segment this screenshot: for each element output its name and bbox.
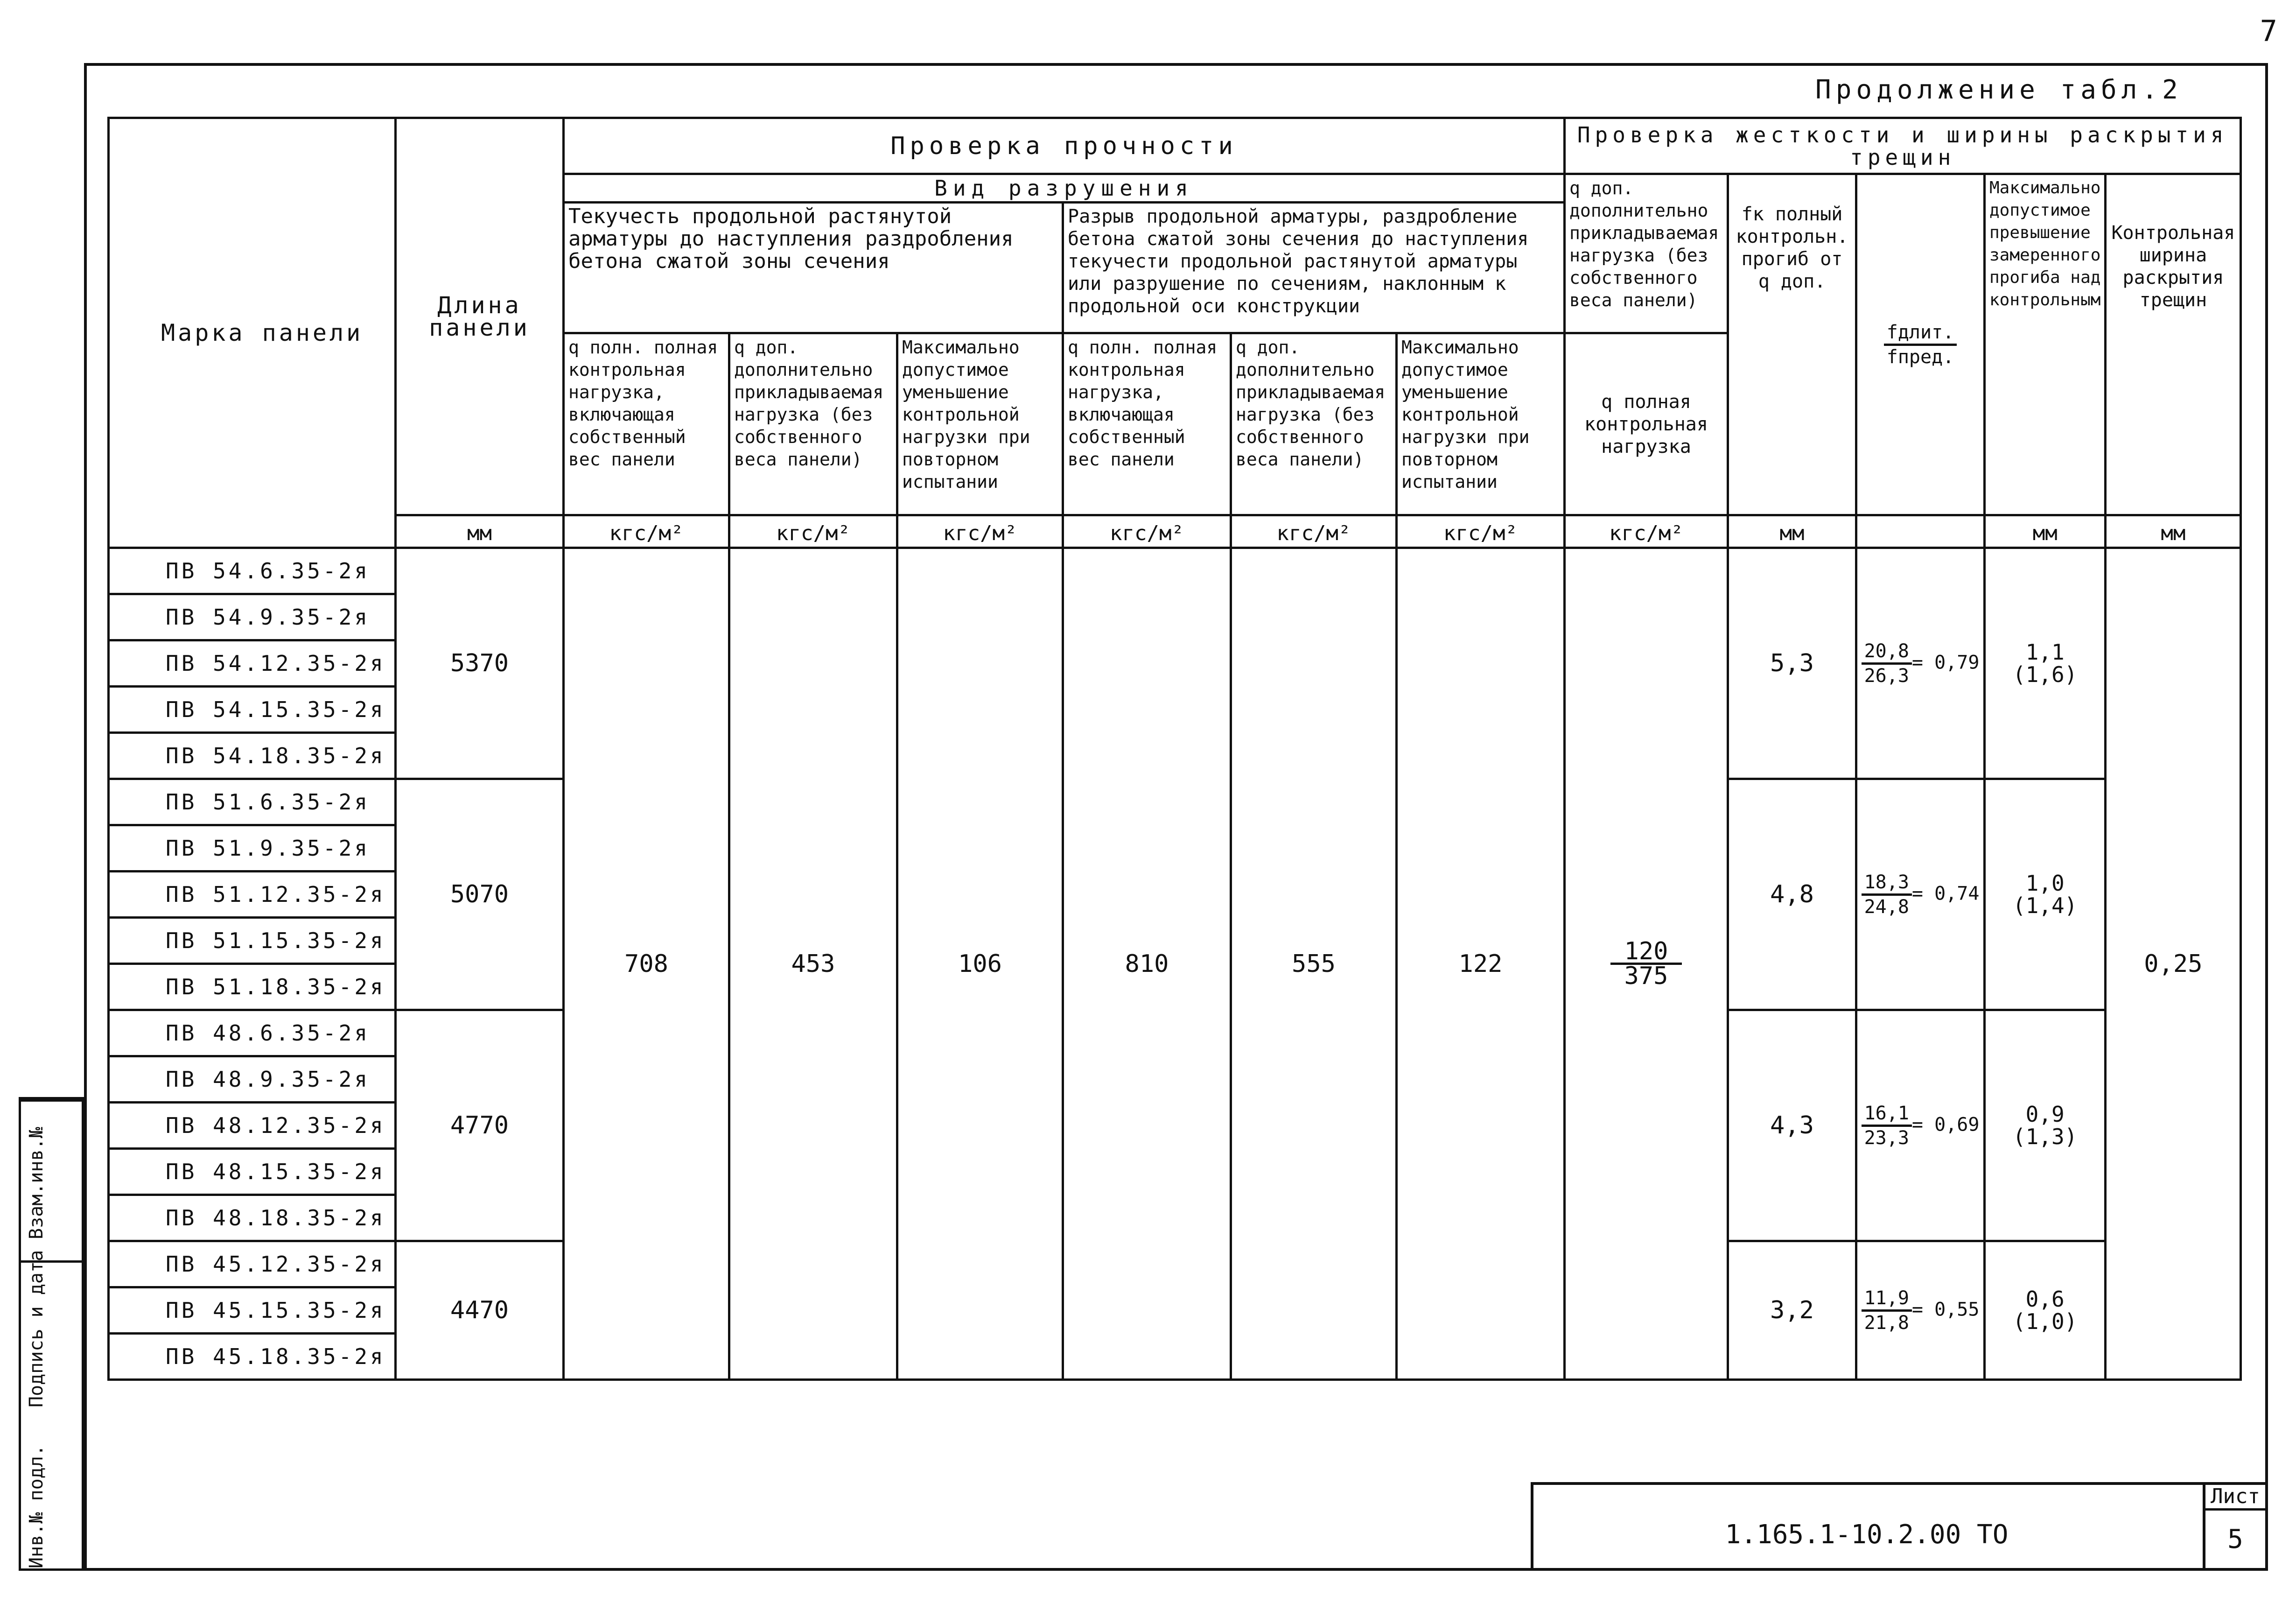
- fk-value: 5,3: [1728, 548, 1856, 779]
- table-row-mark: ПВ 45.18.35-2я: [109, 1334, 396, 1380]
- side-stamp-sign-date: Подпись и дата: [26, 1250, 47, 1407]
- sheet-label: Лист: [2203, 1484, 2268, 1511]
- panel-length: 5370: [396, 548, 564, 779]
- table-row-mark: ПВ 45.12.35-2я: [109, 1241, 396, 1287]
- table-row-mark: ПВ 51.6.35-2я: [109, 779, 396, 825]
- sheet-number: 5: [2227, 1524, 2243, 1554]
- table-continuation-label: Продолжение табл.2: [1815, 75, 2183, 105]
- table-row-mark: ПВ 54.6.35-2я: [109, 548, 396, 594]
- table-row-mark: ПВ 48.15.35-2я: [109, 1149, 396, 1195]
- header-q-add-b: q доп. дополнительно прикладываемая нагрузка (без собственного веса панели): [1231, 333, 1397, 515]
- header-q-add-stiff-top: q доп. дополнительно прикладываемая нагрузка (без собственного веса панели): [1565, 174, 1728, 333]
- header-q-full-a: q полн. полная контрольная нагрузка, включающая собственный вес панели: [564, 333, 729, 515]
- unit-kgf: кгс/м²: [897, 515, 1063, 548]
- table-row-mark: ПВ 45.15.35-2я: [109, 1287, 396, 1334]
- side-stamp-inv-repl: Взам.инв.№: [26, 1127, 47, 1239]
- table-row-mark: ПВ 51.15.35-2я: [109, 918, 396, 964]
- header-crack-width: Контрольная ширина раскрытия трещин: [2106, 174, 2241, 515]
- panel-length: 4770: [396, 1010, 564, 1241]
- unit-kgf: кгс/м²: [729, 515, 897, 548]
- document-code: 1.165.1-10.2.00 ТО: [1725, 1519, 2009, 1550]
- f-ratio-value: $\frac{16,1}{23,3}$ = 0,69: [1856, 1010, 1985, 1241]
- header-stiffness-check: Проверка жесткости и ширины раскрытия трещин: [1565, 118, 2241, 174]
- header-failure-a: Текучесть продольной растянутой арматуры до наступления раздробления бетона сжатой зоны сечения: [564, 203, 1063, 333]
- side-stamp-inv-orig: Инв.№ подл.: [26, 1445, 47, 1568]
- table-row-mark: ПВ 51.12.35-2я: [109, 872, 396, 918]
- f-ratio-value: $\frac{18,3}{24,8}$ = 0,74: [1856, 779, 1985, 1010]
- table-row-mark: ПВ 51.18.35-2я: [109, 964, 396, 1010]
- fk-value: 4,8: [1728, 779, 1856, 1010]
- f-ratio-denominator: fпред.: [1886, 346, 1954, 368]
- table-row-mark: ПВ 51.9.35-2я: [109, 825, 396, 872]
- header-q-full-b: q полн. полная контрольная нагрузка, включающая собственный вес панели: [1063, 333, 1231, 515]
- q-full-b-value: 810: [1063, 548, 1231, 1380]
- fk-value: 4,3: [1728, 1010, 1856, 1241]
- panel-length: 4470: [396, 1241, 564, 1380]
- unit-mm: мм: [396, 515, 564, 548]
- table-row-mark: ПВ 54.15.35-2я: [109, 687, 396, 733]
- table-row-mark: ПВ 54.18.35-2я: [109, 733, 396, 779]
- unit-kgf: кгс/м²: [1231, 515, 1397, 548]
- header-fk: fк полный контрольн. прогиб от q доп.: [1728, 174, 1856, 515]
- table-row-mark: ПВ 54.9.35-2я: [109, 594, 396, 640]
- header-q-add-stiff-bottom: q полная контрольная нагрузка: [1565, 333, 1728, 515]
- q-stiff-denominator: 375: [1624, 962, 1668, 990]
- fk-value: 3,2: [1728, 1241, 1856, 1380]
- excess-value: 0,9 (1,3): [1985, 1010, 2106, 1241]
- header-strength-check: Проверка прочности: [564, 118, 1565, 174]
- header-failure-type: Вид разрушения: [564, 174, 1565, 203]
- header-failure-b: Разрыв продольной арматуры, раздробление бетона сжатой зоны сечения до наступления текучести продольной растянутой арматуры или разрушение по сечениям, наклонным к продольной оси конструкции: [1063, 203, 1565, 333]
- unit-kgf: кгс/м²: [1063, 515, 1231, 548]
- crack-width-value: 0,25: [2106, 548, 2241, 1380]
- header-max-excess: Максимально допустимое превышение замеренного прогиба над контрольным: [1985, 174, 2106, 515]
- q-stiff-numerator: 120: [1610, 940, 1682, 965]
- table-row-mark: ПВ 48.18.35-2я: [109, 1195, 396, 1241]
- header-max-dec-a: Максимально допустимое уменьшение контрольной нагрузки при повторном испытании: [897, 333, 1063, 515]
- f-ratio-value: $\frac{20,8}{26,3}$ = 0,79: [1856, 548, 1985, 779]
- q-add-b-value: 555: [1231, 548, 1397, 1380]
- header-f-ratio: [1856, 174, 1985, 515]
- q-add-a-value: 453: [729, 548, 897, 1380]
- max-dec-a-value: 106: [897, 548, 1063, 1380]
- side-stamp: [19, 1097, 84, 1571]
- table-row-mark: ПВ 48.12.35-2я: [109, 1103, 396, 1149]
- header-panel-length: Длина панели: [396, 118, 564, 515]
- unit-mm: мм: [1728, 515, 1856, 548]
- panel-length: 5070: [396, 779, 564, 1010]
- unit-kgf: кгс/м²: [1565, 515, 1728, 548]
- f-ratio-numerator: fдлит.: [1884, 321, 1957, 346]
- table-row-mark: ПВ 48.6.35-2я: [109, 1010, 396, 1056]
- unit-mm: мм: [2106, 515, 2241, 548]
- excess-value: 1,1 (1,6): [1985, 548, 2106, 779]
- excess-value: 0,6 (1,0): [1985, 1241, 2106, 1380]
- f-ratio-value: $\frac{11,9}{21,8}$ = 0,55: [1856, 1241, 1985, 1380]
- table-row-mark: ПВ 54.12.35-2я: [109, 640, 396, 687]
- header-max-dec-b: Максимально допустимое уменьшение контрольной нагрузки при повторном испытании: [1397, 333, 1565, 515]
- max-dec-b-value: 122: [1397, 548, 1565, 1380]
- unit-mm: мм: [1985, 515, 2106, 548]
- q-full-a-value: 708: [564, 548, 729, 1380]
- table-row-mark: ПВ 48.9.35-2я: [109, 1056, 396, 1103]
- page-number: 7: [2260, 14, 2277, 48]
- q-stiff-value: [1565, 548, 1728, 1380]
- header-q-add-a: q доп. дополнительно прикладываемая нагрузка (без собственного веса панели): [729, 333, 897, 515]
- excess-value: 1,0 (1,4): [1985, 779, 2106, 1010]
- header-panel-mark: Марка панели: [109, 118, 396, 548]
- data-table: [107, 117, 2242, 1381]
- unit-kgf: кгс/м²: [1397, 515, 1565, 548]
- unit-kgf: кгс/м²: [564, 515, 729, 548]
